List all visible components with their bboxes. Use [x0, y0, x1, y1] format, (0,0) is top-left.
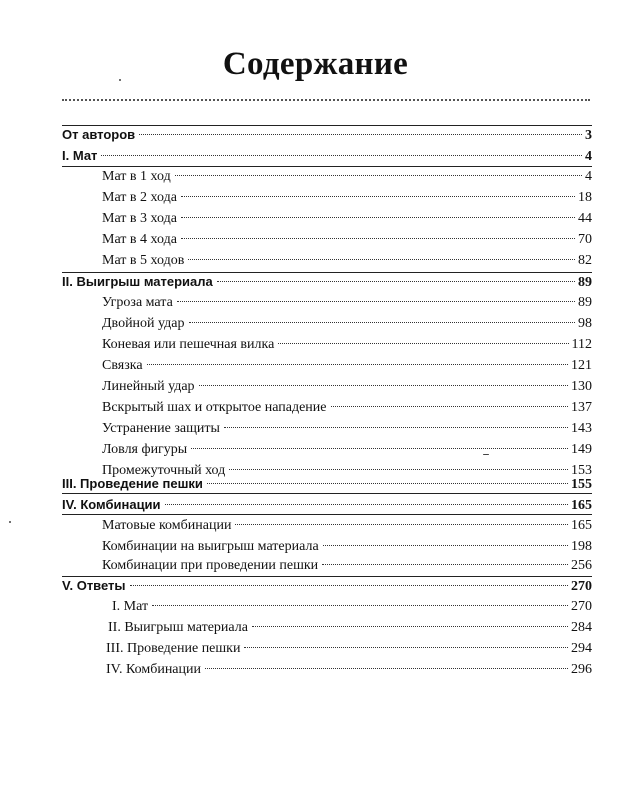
toc-entry[interactable] [102, 356, 592, 376]
toc-entry[interactable] [102, 314, 592, 334]
toc-entry[interactable] [102, 209, 592, 229]
toc-entry-page: 89 [578, 275, 592, 290]
leader-dots [229, 469, 568, 470]
toc-entry-title: Связка [102, 358, 143, 373]
leader-dots [139, 134, 582, 135]
toc-entry[interactable] [106, 639, 592, 659]
leader-dots [177, 301, 575, 302]
title-divider [62, 99, 590, 101]
toc-entry-page: 137 [571, 400, 592, 415]
leader-dots [235, 524, 568, 525]
toc-entry-title: III. Проведение пешки [62, 476, 203, 491]
leader-dots [175, 175, 582, 176]
toc-entry-title: От авторов [62, 127, 136, 142]
toc-entry[interactable] [102, 377, 592, 397]
toc-entry-title: Промежуточный ход [102, 463, 226, 478]
toc-entry-page: 89 [578, 295, 592, 310]
leader-dots [181, 217, 575, 218]
toc-entry[interactable] [102, 556, 592, 576]
toc-entry[interactable] [62, 272, 592, 292]
toc-entry-title: Вскрытый шах и открытое нападение [102, 400, 327, 415]
leader-dots [130, 585, 568, 586]
toc-entry-title: I. Мат [62, 148, 98, 163]
toc-entry[interactable] [102, 398, 592, 418]
toc-entry[interactable] [102, 251, 592, 271]
toc-entry[interactable] [62, 474, 592, 494]
toc-entry[interactable] [106, 660, 592, 680]
toc-entry-title: II. Выигрыш материала [108, 620, 248, 635]
leader-dots [217, 281, 575, 282]
toc-entry[interactable] [102, 167, 592, 187]
toc-entry-page: 70 [578, 232, 592, 247]
leader-dots [207, 483, 568, 484]
toc-entry-page: 296 [571, 662, 592, 677]
toc-entry[interactable] [102, 419, 592, 439]
leader-dots [224, 427, 568, 428]
toc-entry[interactable] [102, 230, 592, 250]
toc-entry-title: Ловля фигуры [102, 442, 188, 457]
leader-dots [152, 605, 568, 606]
leader-dots [322, 564, 568, 565]
leader-dots [199, 385, 568, 386]
toc-entry-page: 4 [585, 169, 592, 184]
toc-entry-title: I. Мат [112, 599, 149, 614]
toc-entry-page: 155 [571, 477, 592, 492]
leader-dots [244, 647, 568, 648]
toc-entry-page: 198 [571, 539, 592, 554]
toc-entry[interactable] [102, 188, 592, 208]
toc-entry-title: V. Ответы [62, 578, 126, 593]
toc-entry-page: 3 [585, 128, 592, 143]
toc-entry-page: 165 [571, 498, 592, 513]
toc-entry[interactable] [62, 125, 592, 145]
scan-speck [9, 521, 11, 523]
leader-dots [147, 364, 568, 365]
toc-entry[interactable] [102, 335, 592, 355]
toc-entry-page: 98 [578, 316, 592, 331]
toc-entry-title: Мат в 4 хода [102, 232, 177, 247]
leader-dots [188, 259, 575, 260]
leader-dots [189, 322, 576, 323]
leader-dots [278, 343, 568, 344]
toc-entry-title: III. Проведение пешки [106, 641, 241, 656]
toc-entry-title: Мат в 5 ходов [102, 253, 185, 268]
toc-entry-page: 153 [571, 463, 592, 478]
toc-entry-page: 112 [571, 337, 592, 352]
toc-entry-page: 44 [578, 211, 592, 226]
toc-entry-title: Двойной удар [102, 316, 185, 331]
toc-entry-title: II. Выигрыш материала [62, 274, 213, 289]
toc-entry[interactable] [112, 597, 592, 617]
toc-entry-page: 82 [578, 253, 592, 268]
toc-entry-page: 284 [571, 620, 592, 635]
toc-entry-title: Комбинации при проведении пешки [102, 558, 319, 573]
toc-entry-title: Мат в 2 хода [102, 190, 177, 205]
toc-entry-page: 270 [571, 599, 592, 614]
page-title: Содержание [222, 46, 409, 82]
toc-entry-page: 256 [571, 558, 592, 573]
toc-entry-page: 4 [585, 149, 592, 164]
toc-entry-title: Матовые комбинации [102, 518, 232, 533]
leader-dots [181, 238, 575, 239]
toc-entry-title: Коневая или пешечная вилка [102, 337, 275, 352]
leader-dots [181, 196, 575, 197]
toc-entry-page: 143 [571, 421, 592, 436]
leader-dots [331, 406, 569, 407]
toc-entry[interactable] [102, 440, 592, 460]
toc-entry-title: Комбинации на выигрыш материала [102, 539, 319, 554]
toc-entry-title: Мат в 3 хода [102, 211, 177, 226]
toc-entry-page: 294 [571, 641, 592, 656]
toc-entry[interactable] [102, 537, 592, 557]
toc-entry[interactable] [62, 495, 592, 515]
toc-entry-title: Устранение защиты [102, 421, 220, 436]
scan-speck [119, 79, 121, 81]
toc-entry-title: IV. Комбинации [62, 497, 161, 512]
toc-entry-page: 18 [578, 190, 592, 205]
toc-entry[interactable] [62, 146, 592, 166]
toc-entry[interactable] [102, 293, 592, 313]
toc-entry-title: Угроза мата [102, 295, 173, 310]
toc-entry-page: 149 [571, 442, 592, 457]
leader-dots [101, 155, 582, 156]
toc-entry[interactable] [102, 516, 592, 536]
toc-entry-page: 121 [571, 358, 592, 373]
toc-entry-title: Мат в 1 ход [102, 169, 171, 184]
toc-entry-title: IV. Комбинации [106, 662, 201, 677]
leader-dots [205, 668, 568, 669]
toc-entry[interactable] [108, 618, 592, 638]
toc-entry-page: 270 [571, 579, 592, 594]
leader-dots [252, 626, 568, 627]
toc-entry-title: Линейный удар [102, 379, 195, 394]
leader-dots [323, 545, 568, 546]
toc-entry-page: 165 [571, 518, 592, 533]
leader-dots [165, 504, 568, 505]
leader-dots [191, 448, 568, 449]
toc-entry-page: 130 [571, 379, 592, 394]
toc-entry[interactable] [62, 576, 592, 596]
